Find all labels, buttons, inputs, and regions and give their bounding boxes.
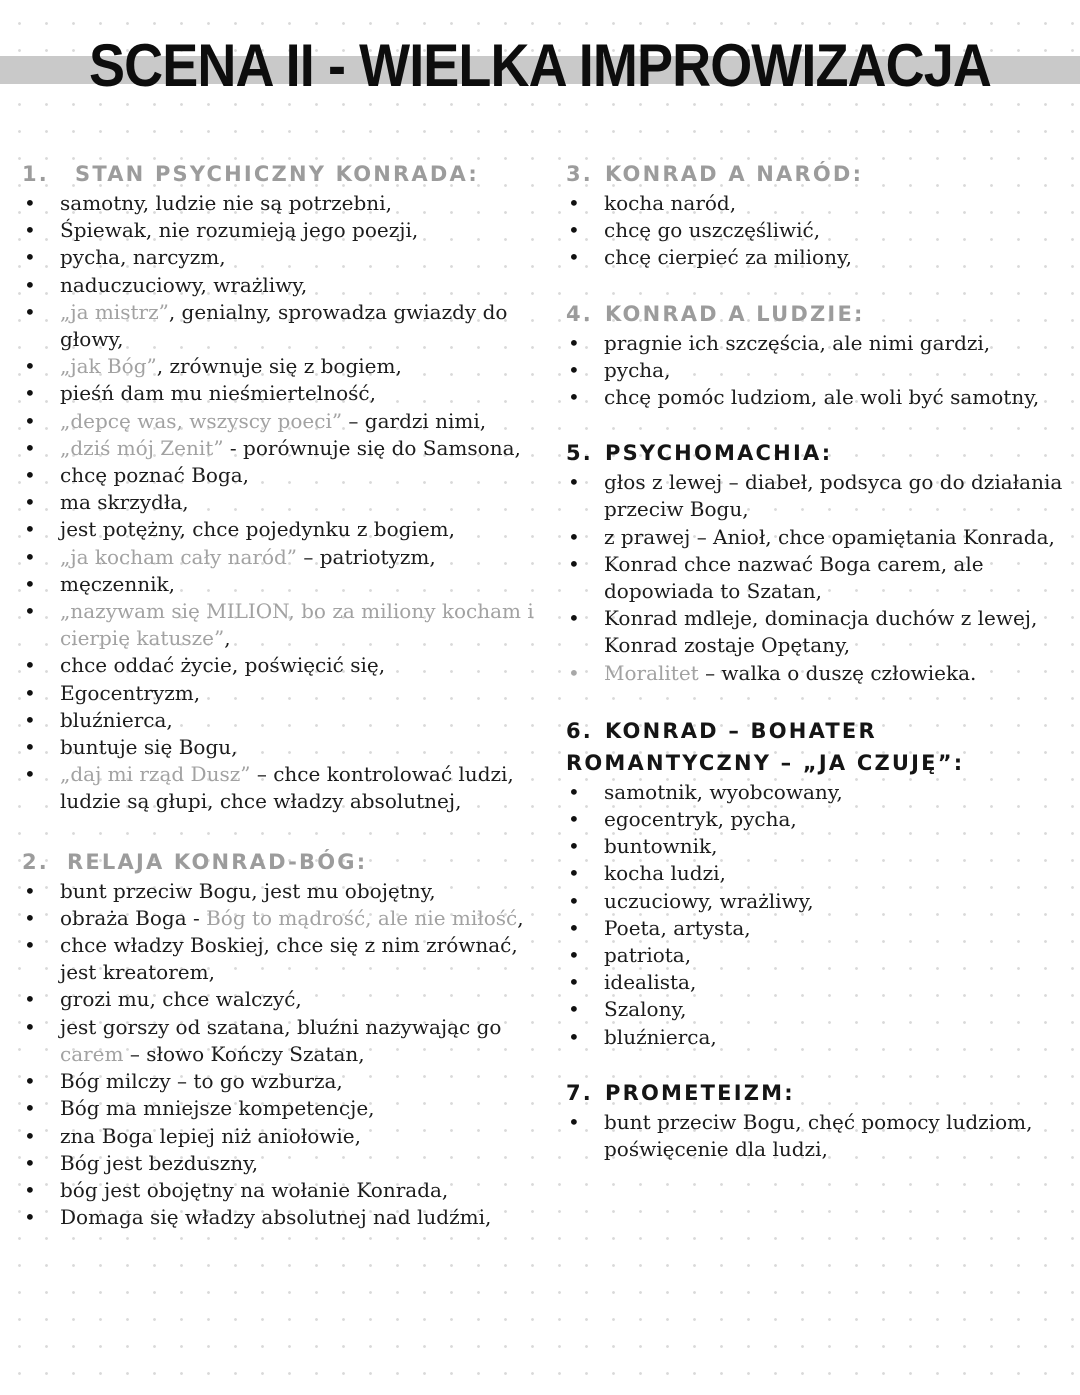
- item-text: Domaga się władzy absolutnej nad ludźmi,: [60, 1205, 492, 1230]
- section-title: KONRAD A LUDZIE:: [605, 301, 865, 326]
- right-column: [566, 158, 1066, 1189]
- bullet-icon: •: [24, 1150, 36, 1175]
- item-text: głos z lewej – diabeł, podsyca go do działania przeciw Bogu,: [604, 470, 1063, 522]
- bullet-icon: •: [568, 779, 580, 804]
- bullet-icon: •: [24, 218, 36, 243]
- item-text: naduczuciowy, wrażliwy,: [60, 272, 308, 297]
- bullet-icon: •: [568, 245, 580, 270]
- bullet-icon: •: [24, 933, 36, 958]
- list-item: [22, 1204, 542, 1231]
- item-text: pragnie ich szczęścia, ale nimi gardzi,: [604, 330, 991, 355]
- item-text: chce władzy Boskiej, chce się z nim zrównać, jest kreatorem,: [60, 933, 518, 985]
- list-item: [22, 1123, 542, 1150]
- item-text: samotny, ludzie nie są potrzebni,: [60, 191, 392, 215]
- bullet-list: [22, 190, 542, 816]
- list-item: [566, 660, 1066, 687]
- item-text: Szalony,: [604, 997, 687, 1022]
- list-item: [566, 833, 1066, 860]
- item-text: Bóg milczy – to go wzburza,: [60, 1069, 343, 1094]
- bullet-icon: •: [24, 1123, 36, 1148]
- section-number: 7.: [566, 1080, 593, 1105]
- section-heading: [566, 298, 1066, 330]
- item-text: egocentryk, pycha,: [604, 807, 797, 832]
- item-text: – patriotyzm,: [297, 544, 436, 569]
- bullet-icon: •: [24, 987, 36, 1012]
- quote-highlight: „nazywam się MILION, bo za miliony kocham i cierpię katusze”: [60, 599, 534, 651]
- bullet-icon: •: [568, 807, 580, 832]
- list-item: [566, 969, 1066, 996]
- quote-highlight: „ja mistrz”: [60, 299, 169, 324]
- bullet-icon: •: [568, 943, 580, 968]
- list-item: [22, 1095, 542, 1122]
- bullet-icon: •: [24, 735, 36, 760]
- quote-highlight: Moralitet: [604, 660, 699, 685]
- bullet-icon: •: [24, 905, 36, 930]
- item-text: patriota,: [604, 943, 692, 968]
- item-text: chcę poznać Boga,: [60, 463, 250, 488]
- list-item: [22, 244, 542, 271]
- item-text: buntuje się Bogu,: [60, 735, 238, 760]
- section-title: STAN PSYCHICZNY KONRADA:: [75, 162, 479, 186]
- bullet-icon: •: [24, 1096, 36, 1121]
- bullet-icon: •: [24, 517, 36, 542]
- section-konrad-god-relation: [22, 846, 542, 1232]
- list-item: [22, 217, 542, 244]
- bullet-icon: •: [24, 354, 36, 379]
- item-text: ,: [517, 905, 524, 930]
- item-text: – słowo Kończy Szatan,: [123, 1041, 365, 1066]
- item-text: bluźnierca,: [604, 1024, 717, 1049]
- bullet-icon: •: [24, 463, 36, 488]
- item-text: kocha ludzi,: [604, 861, 726, 886]
- quote-highlight: „depcę was, wszyscy poeci”: [60, 408, 343, 433]
- item-text: pycha, narcyzm,: [60, 245, 226, 270]
- item-text: bluźnierca,: [60, 707, 173, 732]
- item-text: Śpiewak, nie rozumieją jego poezji,: [60, 218, 419, 243]
- bullet-icon: •: [568, 915, 580, 940]
- bullet-icon: •: [24, 381, 36, 406]
- bullet-list: [22, 878, 542, 1232]
- quote-highlight: „dziś mój Zenit”: [60, 435, 224, 460]
- bullet-icon: •: [24, 191, 36, 215]
- section-title: PSYCHOMACHIA:: [605, 441, 833, 466]
- bullet-icon: •: [568, 551, 580, 576]
- bullet-icon: •: [24, 878, 36, 903]
- bullet-icon: •: [24, 490, 36, 515]
- list-item: [566, 244, 1066, 271]
- bullet-icon: •: [24, 272, 36, 297]
- bullet-icon: •: [24, 435, 36, 460]
- list-item: [566, 551, 1066, 605]
- section-number: 2.: [22, 849, 49, 874]
- list-item: [566, 605, 1066, 659]
- bullet-icon: •: [568, 218, 580, 243]
- item-text: jest potężny, chce pojedynku z bogiem,: [60, 517, 455, 542]
- section-romantic-hero: [566, 715, 1066, 1051]
- left-column: [22, 158, 542, 1257]
- list-item: [566, 217, 1066, 244]
- item-text: samotnik, wyobcowany,: [604, 779, 843, 804]
- list-item: [22, 1068, 542, 1095]
- item-text: z prawej – Anioł, chce opamiętania Konrada,: [604, 524, 1055, 549]
- bullet-list: [566, 469, 1066, 687]
- quote-highlight: „ja kocham cały naród”: [60, 544, 298, 569]
- bullet-icon: •: [24, 1014, 36, 1039]
- bullet-icon: •: [568, 357, 580, 382]
- list-item: [22, 734, 542, 761]
- bullet-list: [566, 190, 1066, 272]
- bullet-list: [566, 1109, 1066, 1163]
- item-text: chcę go uszczęśliwić,: [604, 218, 821, 243]
- list-item: [566, 1109, 1066, 1163]
- item-text: Poeta, artysta,: [604, 915, 751, 940]
- list-item: [22, 299, 542, 353]
- bullet-icon: •: [24, 680, 36, 705]
- bullet-icon: •: [24, 299, 36, 324]
- page-title: SCENA II - WIELKA IMPROWIZACJA: [89, 32, 991, 99]
- item-text: – gardzi nimi,: [342, 408, 487, 433]
- list-item: [22, 1150, 542, 1177]
- item-text: ma skrzydła,: [60, 490, 189, 515]
- item-text: zna Boga lepiej niż aniołowie,: [60, 1123, 361, 1148]
- section-title: KONRAD A NARÓD:: [605, 162, 864, 186]
- list-item: [566, 779, 1066, 806]
- list-item: [22, 353, 542, 380]
- list-item: [566, 357, 1066, 384]
- bullet-icon: •: [24, 599, 36, 624]
- bullet-icon: •: [24, 245, 36, 270]
- item-text: pieśń dam mu nieśmiertelność,: [60, 381, 376, 406]
- item-text: chce oddać życie, poświęcić się,: [60, 653, 386, 678]
- item-text: jest gorszy od szatana, bluźni nazywając go: [60, 1014, 502, 1039]
- section-number: 4.: [566, 301, 593, 326]
- section-konrad-people: [566, 298, 1066, 412]
- section-title: PROMETEIZM:: [605, 1080, 795, 1105]
- item-text: chcę pomóc ludziom, ale woli być samotny,: [604, 385, 1040, 410]
- item-text: Bóg jest bezduszny,: [60, 1150, 259, 1175]
- section-heading: [566, 715, 1066, 779]
- list-item: [22, 905, 542, 932]
- item-text: Konrad chce nazwać Boga carem, ale dopowiada to Szatan,: [604, 551, 984, 604]
- list-item: [22, 571, 542, 598]
- bullet-icon: •: [568, 191, 580, 215]
- item-text: – chce kontrolować ludzi, ludzie są głupi, chce władzy absolutnej,: [60, 762, 514, 814]
- list-item: [566, 330, 1066, 357]
- item-text: - porównuje się do Samsona,: [223, 435, 521, 460]
- section-heading: [566, 1077, 1066, 1109]
- section-number: 3.: [566, 162, 593, 186]
- bullet-icon: •: [568, 524, 580, 549]
- list-item: [22, 680, 542, 707]
- bullet-icon: •: [24, 571, 36, 596]
- list-item: [22, 408, 542, 435]
- section-heading: [22, 158, 542, 190]
- bullet-icon: •: [568, 1109, 580, 1134]
- section-heading: [566, 437, 1066, 469]
- item-text: męczennik,: [60, 571, 176, 596]
- list-item: [22, 1014, 542, 1068]
- section-psychomachia: [566, 437, 1066, 687]
- bullet-icon: •: [568, 385, 580, 410]
- item-text: kocha naród,: [604, 191, 737, 215]
- quote-highlight: „daj mi rząd Dusz”: [60, 762, 251, 787]
- bullet-icon: •: [24, 1177, 36, 1202]
- item-text: uczuciowy, wrażliwy,: [604, 888, 814, 913]
- list-item: [22, 516, 542, 543]
- list-item: [22, 435, 542, 462]
- section-heading: [566, 158, 1066, 190]
- quote-highlight: carem: [60, 1041, 124, 1066]
- item-text: bunt przeciw Bogu, jest mu obojętny,: [60, 878, 436, 903]
- item-text: , zrównuje się z bogiem,: [156, 354, 402, 379]
- bullet-icon: •: [24, 762, 36, 787]
- list-item: [22, 380, 542, 407]
- list-item: [22, 986, 542, 1013]
- list-item: [566, 524, 1066, 551]
- item-text: Egocentryzm,: [60, 680, 201, 705]
- list-item: [22, 462, 542, 489]
- list-item: [22, 190, 542, 217]
- bullet-icon: •: [568, 888, 580, 913]
- bullet-icon: •: [568, 470, 580, 495]
- bullet-list: [566, 779, 1066, 1051]
- list-item: [566, 996, 1066, 1023]
- bullet-icon: •: [568, 997, 580, 1022]
- list-item: [22, 272, 542, 299]
- section-number: 1.: [22, 162, 49, 186]
- list-item: [566, 469, 1066, 523]
- list-item: [22, 489, 542, 516]
- list-item: [566, 915, 1066, 942]
- list-item: [566, 384, 1066, 411]
- bullet-icon: •: [24, 544, 36, 569]
- bullet-icon: •: [24, 408, 36, 433]
- bullet-icon: •: [568, 834, 580, 859]
- bullet-icon: •: [568, 970, 580, 995]
- bullet-icon: •: [568, 660, 580, 685]
- bullet-list: [566, 330, 1066, 412]
- list-item: [566, 888, 1066, 915]
- bullet-icon: •: [568, 606, 580, 631]
- item-text: bóg jest obojętny na wołanie Konrada,: [60, 1177, 449, 1202]
- section-number: 5.: [566, 441, 593, 466]
- section-title: RELAJA KONRAD-BÓG:: [67, 849, 368, 874]
- bullet-icon: •: [24, 1205, 36, 1230]
- section-prometheism: [566, 1077, 1066, 1163]
- section-heading: [22, 846, 542, 878]
- bullet-icon: •: [568, 1024, 580, 1049]
- list-item: [566, 942, 1066, 969]
- item-text: Konrad mdleje, dominacja duchów z lewej, Konrad zostaje Opętany,: [604, 606, 1038, 658]
- item-text: chcę cierpieć za miliony,: [604, 245, 852, 270]
- quote-highlight: „jak Bóg”: [60, 354, 157, 379]
- list-item: [22, 1177, 542, 1204]
- section-konrad-nation: [566, 158, 1066, 272]
- item-text: pycha,: [604, 357, 671, 382]
- list-item: [566, 1024, 1066, 1051]
- item-text: , genialny, sprowadza gwiazdy do głowy,: [60, 299, 508, 352]
- bullet-icon: •: [568, 330, 580, 355]
- list-item: [22, 707, 542, 734]
- list-item: [22, 932, 542, 986]
- item-text: – walka o duszę człowieka.: [698, 660, 977, 685]
- list-item: [566, 190, 1066, 217]
- list-item: [566, 806, 1066, 833]
- item-text: bunt przeciw Bogu, chęć pomocy ludziom, poświęcenie dla ludzi,: [604, 1109, 1033, 1162]
- item-text: ,: [224, 626, 231, 651]
- item-text: grozi mu, chce walczyć,: [60, 987, 302, 1012]
- item-text: obraża Boga -: [60, 905, 207, 930]
- list-item: [22, 544, 542, 571]
- section-title: KONRAD – BOHATER ROMANTYCZNY – „JA CZUJĘ”:: [566, 718, 965, 775]
- bullet-icon: •: [24, 653, 36, 678]
- list-item: [22, 761, 542, 815]
- list-item: [22, 652, 542, 679]
- item-text: idealista,: [604, 970, 697, 995]
- bullet-icon: •: [24, 1069, 36, 1094]
- item-text: Bóg ma mniejsze kompetencje,: [60, 1096, 375, 1121]
- quote-highlight: Bóg to mądrość, ale nie miłość: [206, 905, 518, 930]
- list-item: [22, 598, 542, 652]
- item-text: buntownik,: [604, 834, 718, 859]
- bullet-icon: •: [568, 861, 580, 886]
- section-number: 6.: [566, 718, 593, 743]
- section-konrad-psyche: [22, 158, 542, 816]
- bullet-icon: •: [24, 707, 36, 732]
- list-item: [22, 878, 542, 905]
- list-item: [566, 860, 1066, 887]
